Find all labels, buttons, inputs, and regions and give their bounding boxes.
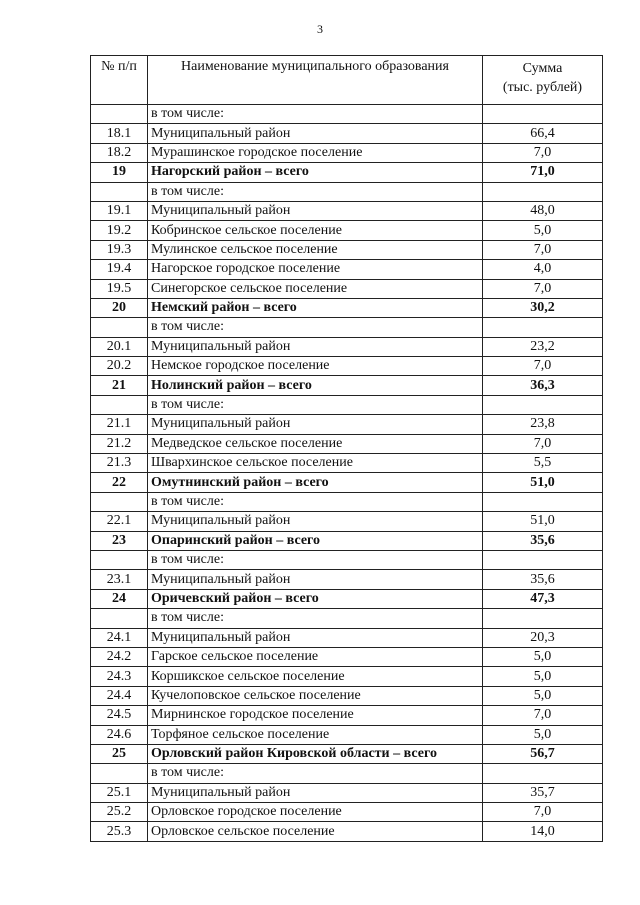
row-name: Оричевский район – всего [148,589,483,608]
row-sum: 7,0 [483,434,603,453]
row-name: Швархинское сельское поселение [148,454,483,473]
row-number: 19.4 [91,260,148,279]
table-row [91,686,603,705]
row-number: 19.2 [91,221,148,240]
row-sum: 5,0 [483,686,603,705]
table-row [91,182,603,201]
row-sum: 4,0 [483,260,603,279]
row-number: 23.1 [91,570,148,589]
row-sum: 23,8 [483,415,603,434]
row-number: 25 [91,744,148,763]
row-sum: 5,0 [483,221,603,240]
row-number: 25.2 [91,803,148,822]
table-row [91,105,603,124]
table-body [91,105,603,842]
row-number: 20.1 [91,337,148,356]
table-row [91,124,603,143]
row-name: Орловское сельское поселение [148,822,483,841]
row-sum: 35,7 [483,783,603,802]
table-row [91,279,603,298]
row-name: в том числе: [148,492,483,511]
row-name: Муниципальный район [148,124,483,143]
table-row [91,260,603,279]
row-sum: 20,3 [483,628,603,647]
row-sum: 5,0 [483,647,603,666]
row-number: 24.6 [91,725,148,744]
table-row [91,221,603,240]
row-name: Муниципальный район [148,628,483,647]
row-name: Коршикское сельское поселение [148,667,483,686]
row-sum: 5,0 [483,667,603,686]
row-number [91,395,148,414]
table-row [91,628,603,647]
row-number: 20.2 [91,357,148,376]
table-row [91,822,603,841]
row-sum: 35,6 [483,531,603,550]
page-number: 3 [317,22,323,36]
table-row [91,783,603,802]
row-number [91,318,148,337]
table-row [91,764,603,783]
table-row [91,492,603,511]
row-sum: 23,2 [483,337,603,356]
row-number [91,609,148,628]
header-sum [483,56,603,105]
row-name: в том числе: [148,395,483,414]
row-number: 21 [91,376,148,395]
row-name: Муниципальный район [148,512,483,531]
table-row [91,454,603,473]
allocation-table [90,55,603,842]
row-number: 19.3 [91,240,148,259]
table-row-total [91,473,603,492]
row-sum: 7,0 [483,143,603,162]
table-row [91,415,603,434]
table-row [91,725,603,744]
row-sum [483,492,603,511]
row-sum [483,764,603,783]
table-row [91,240,603,259]
row-name: Кучелоповское сельское поселение [148,686,483,705]
table-row [91,337,603,356]
row-number [91,492,148,511]
row-sum: 48,0 [483,201,603,220]
row-number: 20 [91,298,148,317]
row-sum: 5,0 [483,725,603,744]
row-number: 19 [91,163,148,182]
row-sum: 51,0 [483,473,603,492]
row-sum [483,105,603,124]
row-name: в том числе: [148,105,483,124]
row-name: Опаринский район – всего [148,531,483,550]
row-number [91,182,148,201]
header-number: № п/п [91,56,148,105]
row-number: 22.1 [91,512,148,531]
row-sum: 51,0 [483,512,603,531]
row-sum: 7,0 [483,279,603,298]
table-row [91,550,603,569]
row-number: 25.1 [91,783,148,802]
row-name: в том числе: [148,609,483,628]
row-number: 24.4 [91,686,148,705]
table-row [91,667,603,686]
row-name: Торфяное сельское поселение [148,725,483,744]
header-sum-line1: Сумма [522,61,563,76]
row-number: 18.1 [91,124,148,143]
row-number [91,105,148,124]
row-name: Мулинское сельское поселение [148,240,483,259]
row-number: 24.1 [91,628,148,647]
row-name: Нолинский район – всего [148,376,483,395]
row-name: Мурашинское городское поселение [148,143,483,162]
table-row [91,143,603,162]
table-row [91,434,603,453]
table-row [91,318,603,337]
row-sum: 66,4 [483,124,603,143]
row-name: в том числе: [148,764,483,783]
row-name: Муниципальный район [148,201,483,220]
row-sum: 7,0 [483,706,603,725]
row-name: Немский район – всего [148,298,483,317]
row-sum: 7,0 [483,240,603,259]
row-sum: 56,7 [483,744,603,763]
row-number: 25.3 [91,822,148,841]
row-name: Муниципальный район [148,415,483,434]
row-sum: 71,0 [483,163,603,182]
row-name: Кобринское сельское поселение [148,221,483,240]
table-header-row [91,56,603,105]
row-sum [483,550,603,569]
row-name: в том числе: [148,318,483,337]
row-number: 24.3 [91,667,148,686]
row-name: в том числе: [148,182,483,201]
row-number: 22 [91,473,148,492]
row-name: Немское городское поселение [148,357,483,376]
row-number: 23 [91,531,148,550]
row-number: 24 [91,589,148,608]
table-row-total [91,744,603,763]
row-name: Муниципальный район [148,570,483,589]
row-sum [483,318,603,337]
row-number: 19.5 [91,279,148,298]
row-sum: 30,2 [483,298,603,317]
row-sum [483,395,603,414]
table-row [91,570,603,589]
row-number: 21.2 [91,434,148,453]
row-sum: 7,0 [483,803,603,822]
table-row-total [91,531,603,550]
table-row [91,395,603,414]
table-row-total [91,376,603,395]
row-name: Орловский район Кировской области – всего [148,744,483,763]
table-row [91,803,603,822]
row-name: Медведское сельское поселение [148,434,483,453]
row-name: Муниципальный район [148,783,483,802]
row-name: Муниципальный район [148,337,483,356]
table-row-total [91,298,603,317]
table-row-total [91,589,603,608]
row-number: 24.2 [91,647,148,666]
row-number [91,550,148,569]
row-sum: 14,0 [483,822,603,841]
table-row [91,357,603,376]
row-sum [483,609,603,628]
header-name: Наименование муниципального образования [148,56,483,105]
row-sum [483,182,603,201]
table-row [91,609,603,628]
row-number: 19.1 [91,201,148,220]
row-name: Синегорское сельское поселение [148,279,483,298]
row-sum: 35,6 [483,570,603,589]
row-sum: 47,3 [483,589,603,608]
row-number: 18.2 [91,143,148,162]
row-sum: 36,3 [483,376,603,395]
row-name: Гарское сельское поселение [148,647,483,666]
row-name: Нагорское городское поселение [148,260,483,279]
row-name: Омутнинский район – всего [148,473,483,492]
table-row [91,647,603,666]
row-number: 24.5 [91,706,148,725]
row-name: в том числе: [148,550,483,569]
table-row-total [91,163,603,182]
table-row [91,512,603,531]
row-name: Орловское городское поселение [148,803,483,822]
row-number [91,764,148,783]
row-sum: 7,0 [483,357,603,376]
row-name: Мирнинское городское поселение [148,706,483,725]
row-name: Нагорский район – всего [148,163,483,182]
table-row [91,201,603,220]
table-row [91,706,603,725]
row-number: 21.3 [91,454,148,473]
row-number: 21.1 [91,415,148,434]
header-sum-line2: (тыс. рублей) [502,79,583,95]
row-sum: 5,5 [483,454,603,473]
